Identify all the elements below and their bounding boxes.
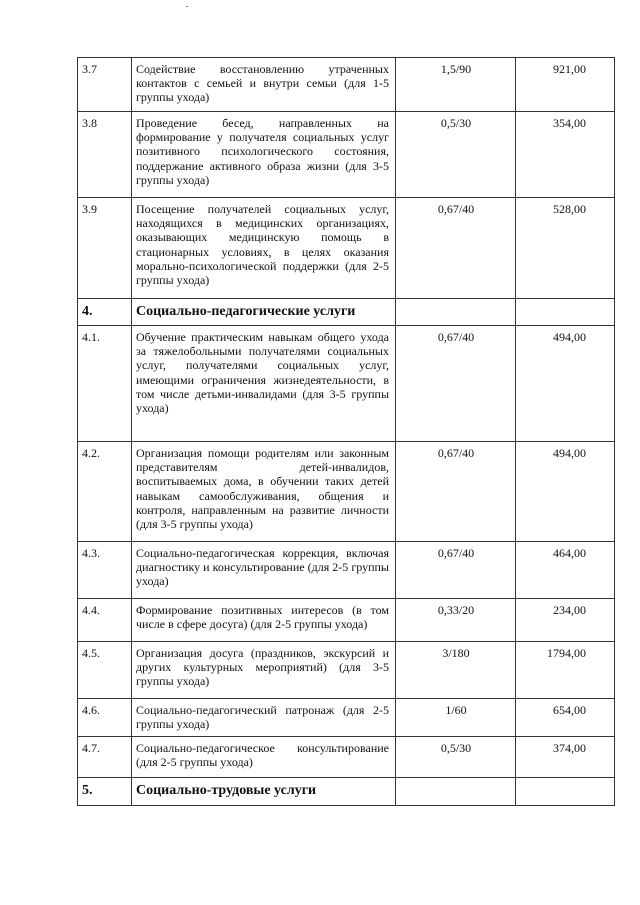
price-cell: 234,00: [516, 599, 615, 642]
time-norm-cell: 0,67/40: [396, 198, 516, 299]
table-row: [78, 112, 615, 198]
service-description-cell: Содействие восстановлению утраченных контактов с семьей и внутри семьи (для 1-5 группы ухода): [132, 58, 396, 112]
service-description-cell: Обучение практическим навыкам общего ухода за тяжелобольными получателями социальных услуг, получателями социальных услуг, имеющими ограничения жизнедеятельности, в том числе детьми-инвалидами (для 3-5 группы ухода): [132, 326, 396, 442]
section-header-row: [78, 778, 615, 806]
table-row: [78, 198, 615, 299]
services-table: [77, 57, 615, 806]
price-cell: 654,00: [516, 699, 615, 737]
price-cell: 528,00: [516, 198, 615, 299]
time-norm-cell: 3/180: [396, 642, 516, 699]
time-norm-cell: 0,67/40: [396, 442, 516, 542]
price-cell: 921,00: [516, 58, 615, 112]
row-number-cell: 4.5.: [78, 642, 132, 699]
service-description-cell: Организация помощи родителям или законным представителям детей-инвалидов, воспитываемых дома, в обучении таких детей навыкам самообслуживания, общения и контроля, направленным на развитие личности (для 3-5 группы ухода): [132, 442, 396, 542]
price-cell: [516, 299, 615, 326]
service-description-cell: Социально-педагогическая коррекция, включая диагностику и консультирование (для 2-5 группы ухода): [132, 542, 396, 599]
row-number-cell: 4.2.: [78, 442, 132, 542]
time-norm-cell: 0,33/20: [396, 599, 516, 642]
service-description-cell: Проведение бесед, направленных на формирование у получателя социальных услуг позитивного психологического состояния, поддержание активного образа жизни (для 3-5 группы ухода): [132, 112, 396, 198]
row-number-cell: 4.7.: [78, 737, 132, 778]
price-cell: 354,00: [516, 112, 615, 198]
time-norm-cell: 1,5/90: [396, 58, 516, 112]
row-number-cell: 4.1.: [78, 326, 132, 442]
table-row: [78, 58, 615, 112]
time-norm-cell: [396, 778, 516, 806]
table-row: [78, 326, 615, 442]
time-norm-cell: 0,5/30: [396, 737, 516, 778]
section-header-row: [78, 299, 615, 326]
table-row: [78, 442, 615, 542]
scan-mark: [186, 6, 188, 7]
table-row: [78, 542, 615, 599]
time-norm-cell: 1/60: [396, 699, 516, 737]
row-number-cell: 3.7: [78, 58, 132, 112]
row-number-cell: 4.4.: [78, 599, 132, 642]
price-cell: 494,00: [516, 326, 615, 442]
row-number-cell: 3.8: [78, 112, 132, 198]
service-description-cell: Организация досуга (праздников, экскурсий и других культурных мероприятий) (для 3-5 группы ухода): [132, 642, 396, 699]
row-number-cell: 5.: [78, 778, 132, 806]
row-number-cell: 3.9: [78, 198, 132, 299]
table-body: [78, 58, 615, 806]
service-description-cell: Социально-педагогический патронаж (для 2-5 группы ухода): [132, 699, 396, 737]
service-description-cell: Социально-педагогическое консультирование (для 2-5 группы ухода): [132, 737, 396, 778]
time-norm-cell: 0,67/40: [396, 542, 516, 599]
price-cell: [516, 778, 615, 806]
table-row: [78, 699, 615, 737]
table-row: [78, 642, 615, 699]
service-description-cell: Социально-педагогические услуги: [132, 299, 396, 326]
table-row: [78, 599, 615, 642]
table-row: [78, 737, 615, 778]
row-number-cell: 4.6.: [78, 699, 132, 737]
row-number-cell: 4.3.: [78, 542, 132, 599]
time-norm-cell: 0,5/30: [396, 112, 516, 198]
row-number-cell: 4.: [78, 299, 132, 326]
price-cell: 1794,00: [516, 642, 615, 699]
price-cell: 494,00: [516, 442, 615, 542]
service-description-cell: Посещение получателей социальных услуг, находящихся в медицинских организациях, оказывающих медицинскую помощь в стационарных условиях, в целях оказания морально-психологической поддержки (для 2-5 группы ухода): [132, 198, 396, 299]
price-cell: 374,00: [516, 737, 615, 778]
service-description-cell: Формирование позитивных интересов (в том числе в сфере досуга) (для 2-5 группы ухода): [132, 599, 396, 642]
service-description-cell: Социально-трудовые услуги: [132, 778, 396, 806]
time-norm-cell: 0,67/40: [396, 326, 516, 442]
price-cell: 464,00: [516, 542, 615, 599]
time-norm-cell: [396, 299, 516, 326]
